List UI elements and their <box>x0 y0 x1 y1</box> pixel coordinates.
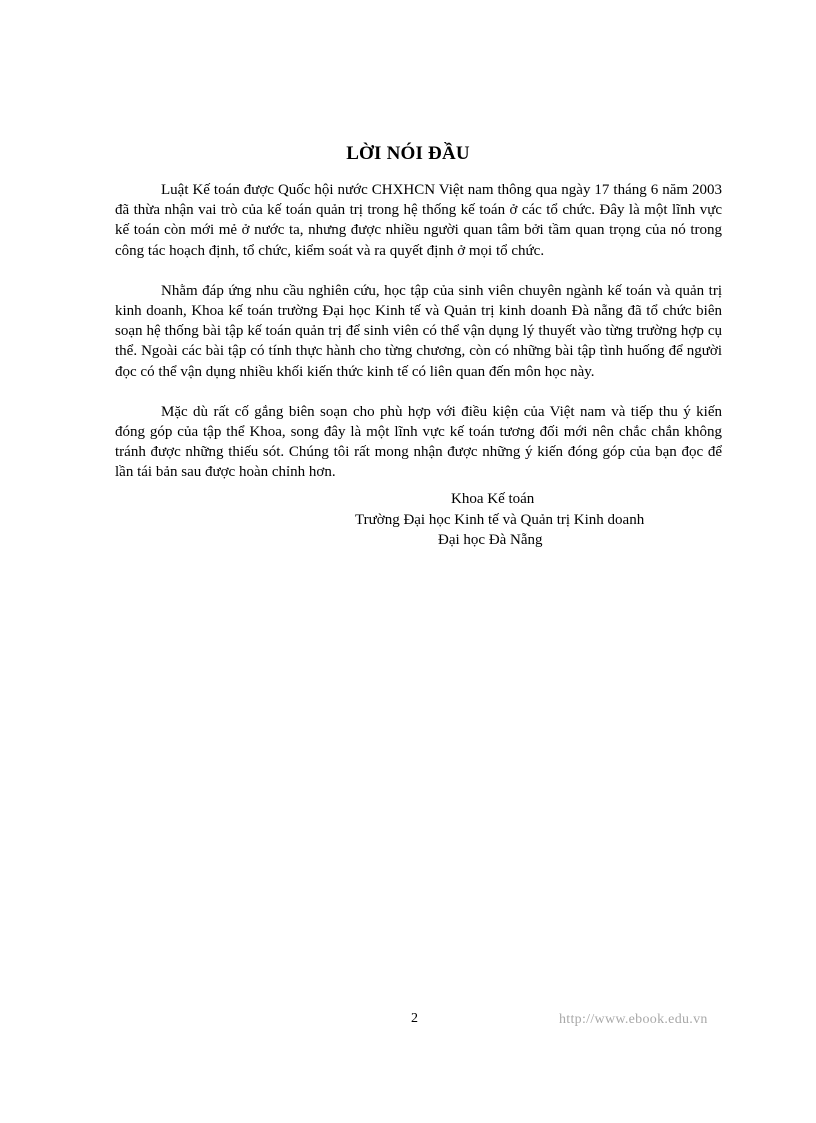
paragraph-3: Mặc dù rất cố gắng biên soạn cho phù hợp với điều kiện của Việt nam và tiếp thu ý kiến đóng góp của tập thể Khoa, song đây là một lĩnh vực kế toán tương đối mới nên chắc chắn không tránh được những thiếu sót. Chúng tôi rất mong nhận được những ý kiến đóng góp của bạn đọc để lần tái bản sau được hoàn chỉnh hơn. <box>115 403 722 481</box>
page-number: 2 <box>411 1011 418 1026</box>
signature-department: Khoa Kế toán <box>451 491 535 507</box>
paragraph-2: Nhằm đáp ứng nhu cầu nghiên cứu, học tập của sinh viên chuyên ngành kế toán và quản trị kinh doanh, Khoa kế toán trường Đại học Kinh tế và Quản trị kinh doanh Đà nẵng đã tổ chức biên soạn hệ thống bài tập kế toán quản trị để sinh viên có thể vận dụng lý thuyết vào từng trường hợp cụ thể. Ngoài các bài tập có tính thực hành cho từng chương, còn có những bài tập tình huống để người đọc có thể vận dụng nhiều khối kiến thức kinh tế có liên quan đến môn học này. <box>115 282 722 380</box>
paragraph-1: Luật Kế toán được Quốc hội nước CHXHCN Việt nam thông qua ngày 17 tháng 6 năm 2003 đã thừa nhận vai trò của kế toán quản trị trong hệ thống kế toán ở các tổ chức. Đây là một lĩnh vực kế toán còn mới mẻ ở nước ta, nhưng được nhiều người quan tâm bởi tầm quan trọng của nó trong công tác hoạch định, tổ chức, kiểm soát và ra quyết định ở mọi tổ chức. <box>115 182 722 259</box>
signature-university: Trường Đại học Kinh tế và Quản trị Kinh doanh <box>355 511 645 528</box>
document-body <box>115 180 722 503</box>
signature-block <box>355 489 644 551</box>
page-title: LỜI NÓI ĐẦU <box>346 143 470 164</box>
footer-url: http://www.ebook.edu.vn <box>559 1012 708 1027</box>
signature-institution: Đại học Đà Nẵng <box>438 532 543 548</box>
